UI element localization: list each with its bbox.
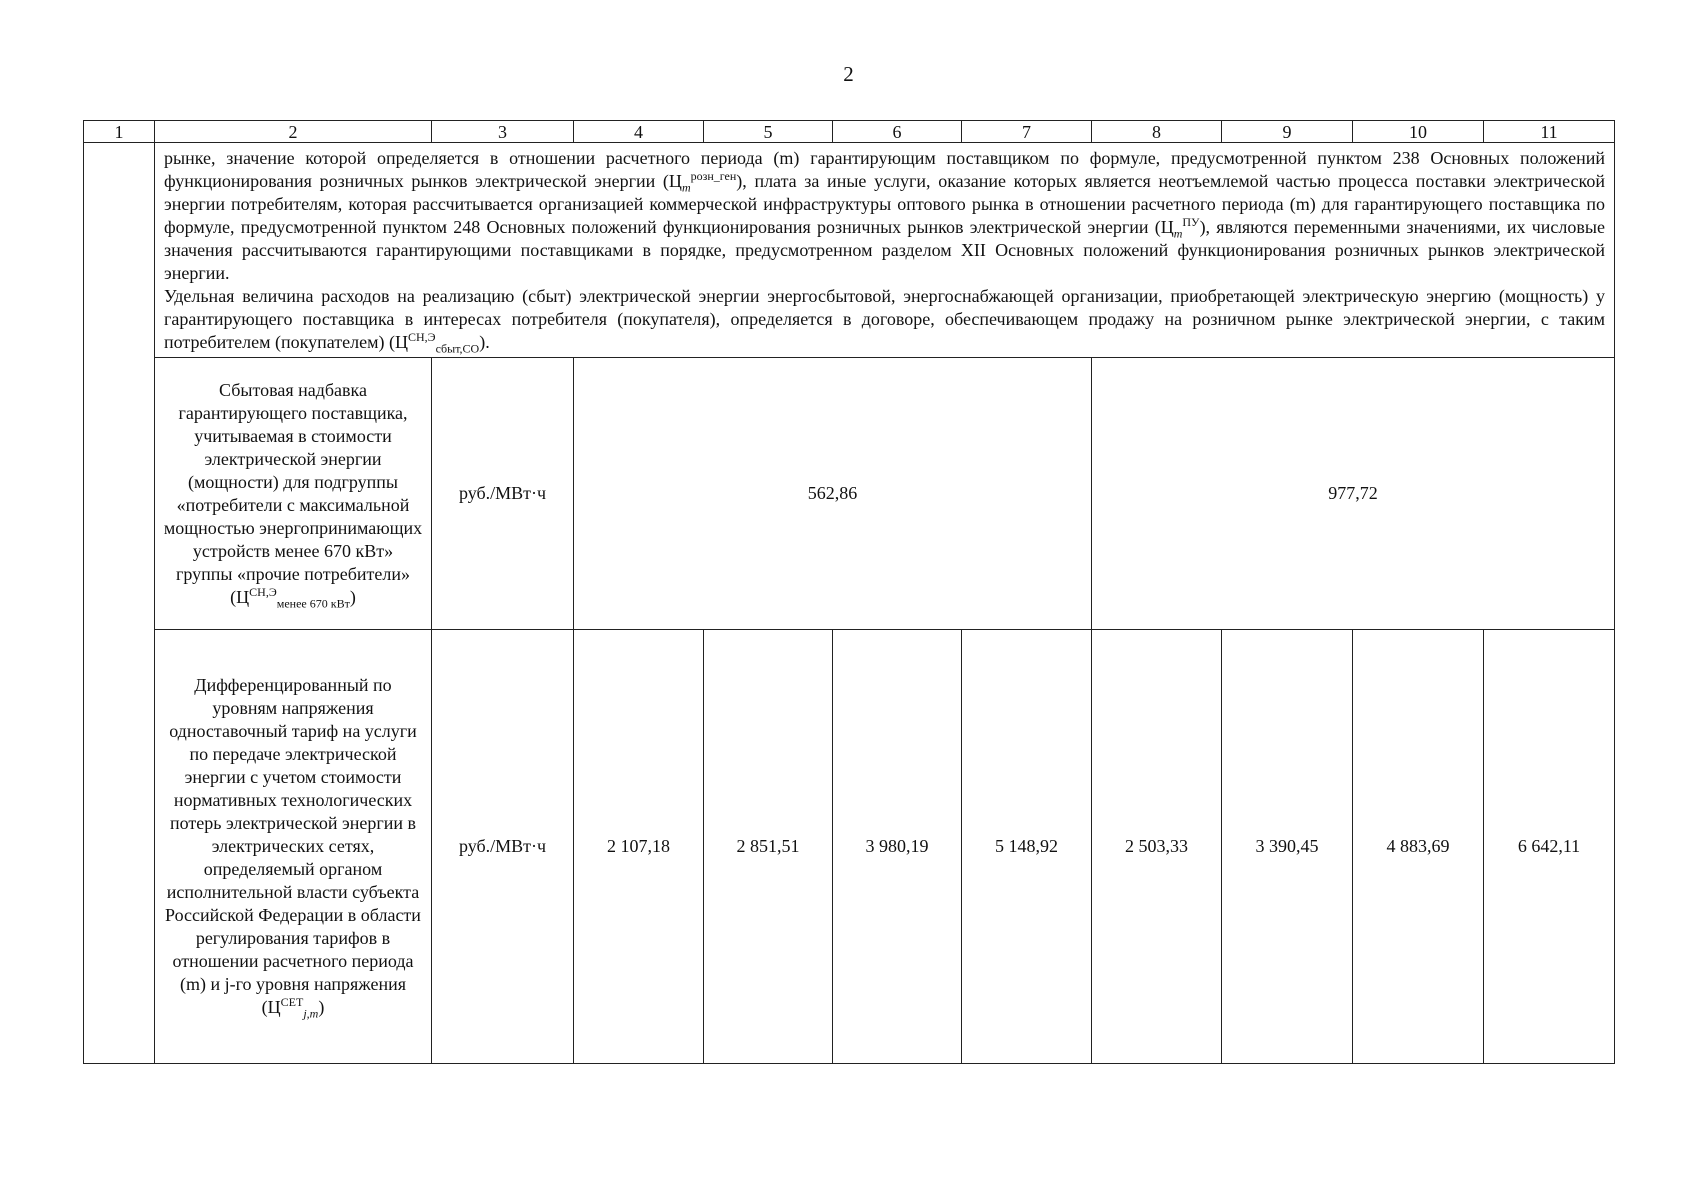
table-row-tariff (84, 630, 1615, 1064)
tariff-value: 3 980,19 (833, 630, 962, 1064)
row-index-cell (84, 143, 155, 1064)
column-header: 7 (962, 121, 1092, 143)
markup-unit: руб./МВт·ч (432, 358, 574, 630)
paragraph-2: Удельная величина расходов на реализацию (сбыт) электрической энергии энергосбытовой, энергоснабжающей организации, приобретающей электрическую энергию (мощность) у гарантирующего поставщика в интересах потребителя (покупателя), определяется в договоре, обеспечивающем продажу на розничном рынке электрической энергии, с таким потребителем (покупателем) $(Ц^{СН,Э}_{сбыт,СО})$. (164, 286, 1605, 356)
tariff-value: 3 390,45 (1222, 630, 1353, 1064)
markup-value-b: 977,72 (1092, 358, 1615, 630)
tariff-table (83, 120, 1615, 1064)
tariff-value: 4 883,69 (1353, 630, 1484, 1064)
tariff-value: 6 642,11 (1484, 630, 1615, 1064)
tariff-value: 2 107,18 (574, 630, 704, 1064)
column-header: 4 (574, 121, 704, 143)
tariff-unit: руб./МВт·ч (432, 630, 574, 1064)
column-header: 5 (704, 121, 833, 143)
page-number: 2 (843, 62, 854, 86)
column-header: 2 (155, 121, 432, 143)
tariff-description: Дифференцированный по уровням напряжения одноставочный тариф на услуги по передаче электрической энергии с учетом стоимости нормативных технологических потерь электрической энергии в электрических сетях, определяемый органом исполнительной власти субъекта Российской Федерации в области регулирования тарифов в отношении расчетного периода (m) и j-го уровня напряжения $(Ц^{СЕТ}_{j,m})$ (155, 630, 432, 1064)
paragraph-row (84, 143, 1615, 358)
column-header: 8 (1092, 121, 1222, 143)
paragraph-1: рынке, значение которой определяется в отношении расчетного периода (m) гарантирующим поставщиком по формуле, предусмотренной пунктом 238 Основных положений функционирования розничных рынков электрической энергии $(Ц_m^{розн\_ген})$, плата за иные услуги, оказание которых является неотъемлемой частью процесса поставки электрической энергии потребителям, которая рассчитывается организацией коммерческой инфраструктуры оптового рынка в отношении расчетного периода (m) для гарантирующего поставщика по формуле, предусмотренной пунктом 248 Основных положений функционирования розничных рынков электрической энергии $(Ц_m^{ПУ})$, являются переменными значениями, их числовые значения рассчитываются гарантирующими поставщиками в порядке, предусмотренном разделом XII Основных положений функционирования розничных рынков электрической энергии. (164, 148, 1605, 283)
column-number-row (84, 121, 1615, 143)
column-header: 11 (1484, 121, 1615, 143)
table-row-markup (84, 358, 1615, 630)
column-header: 6 (833, 121, 962, 143)
column-header: 10 (1353, 121, 1484, 143)
column-header: 3 (432, 121, 574, 143)
markup-description: Сбытовая надбавка гарантирующего поставщика, учитываемая в стоимости электрической энергии (мощности) для подгруппы «потребители с максимальной мощностью энергопринимающих устройств менее 670 кВт» группы «прочие потребители» $(Ц^{СН,Э}_{менее 670 кВт})$ (155, 358, 432, 630)
column-header: 9 (1222, 121, 1353, 143)
markup-value-a: 562,86 (574, 358, 1092, 630)
column-header: 1 (84, 121, 155, 143)
tariff-value: 5 148,92 (962, 630, 1092, 1064)
paragraph-cell (155, 143, 1615, 358)
tariff-value: 2 503,33 (1092, 630, 1222, 1064)
tariff-value: 2 851,51 (704, 630, 833, 1064)
